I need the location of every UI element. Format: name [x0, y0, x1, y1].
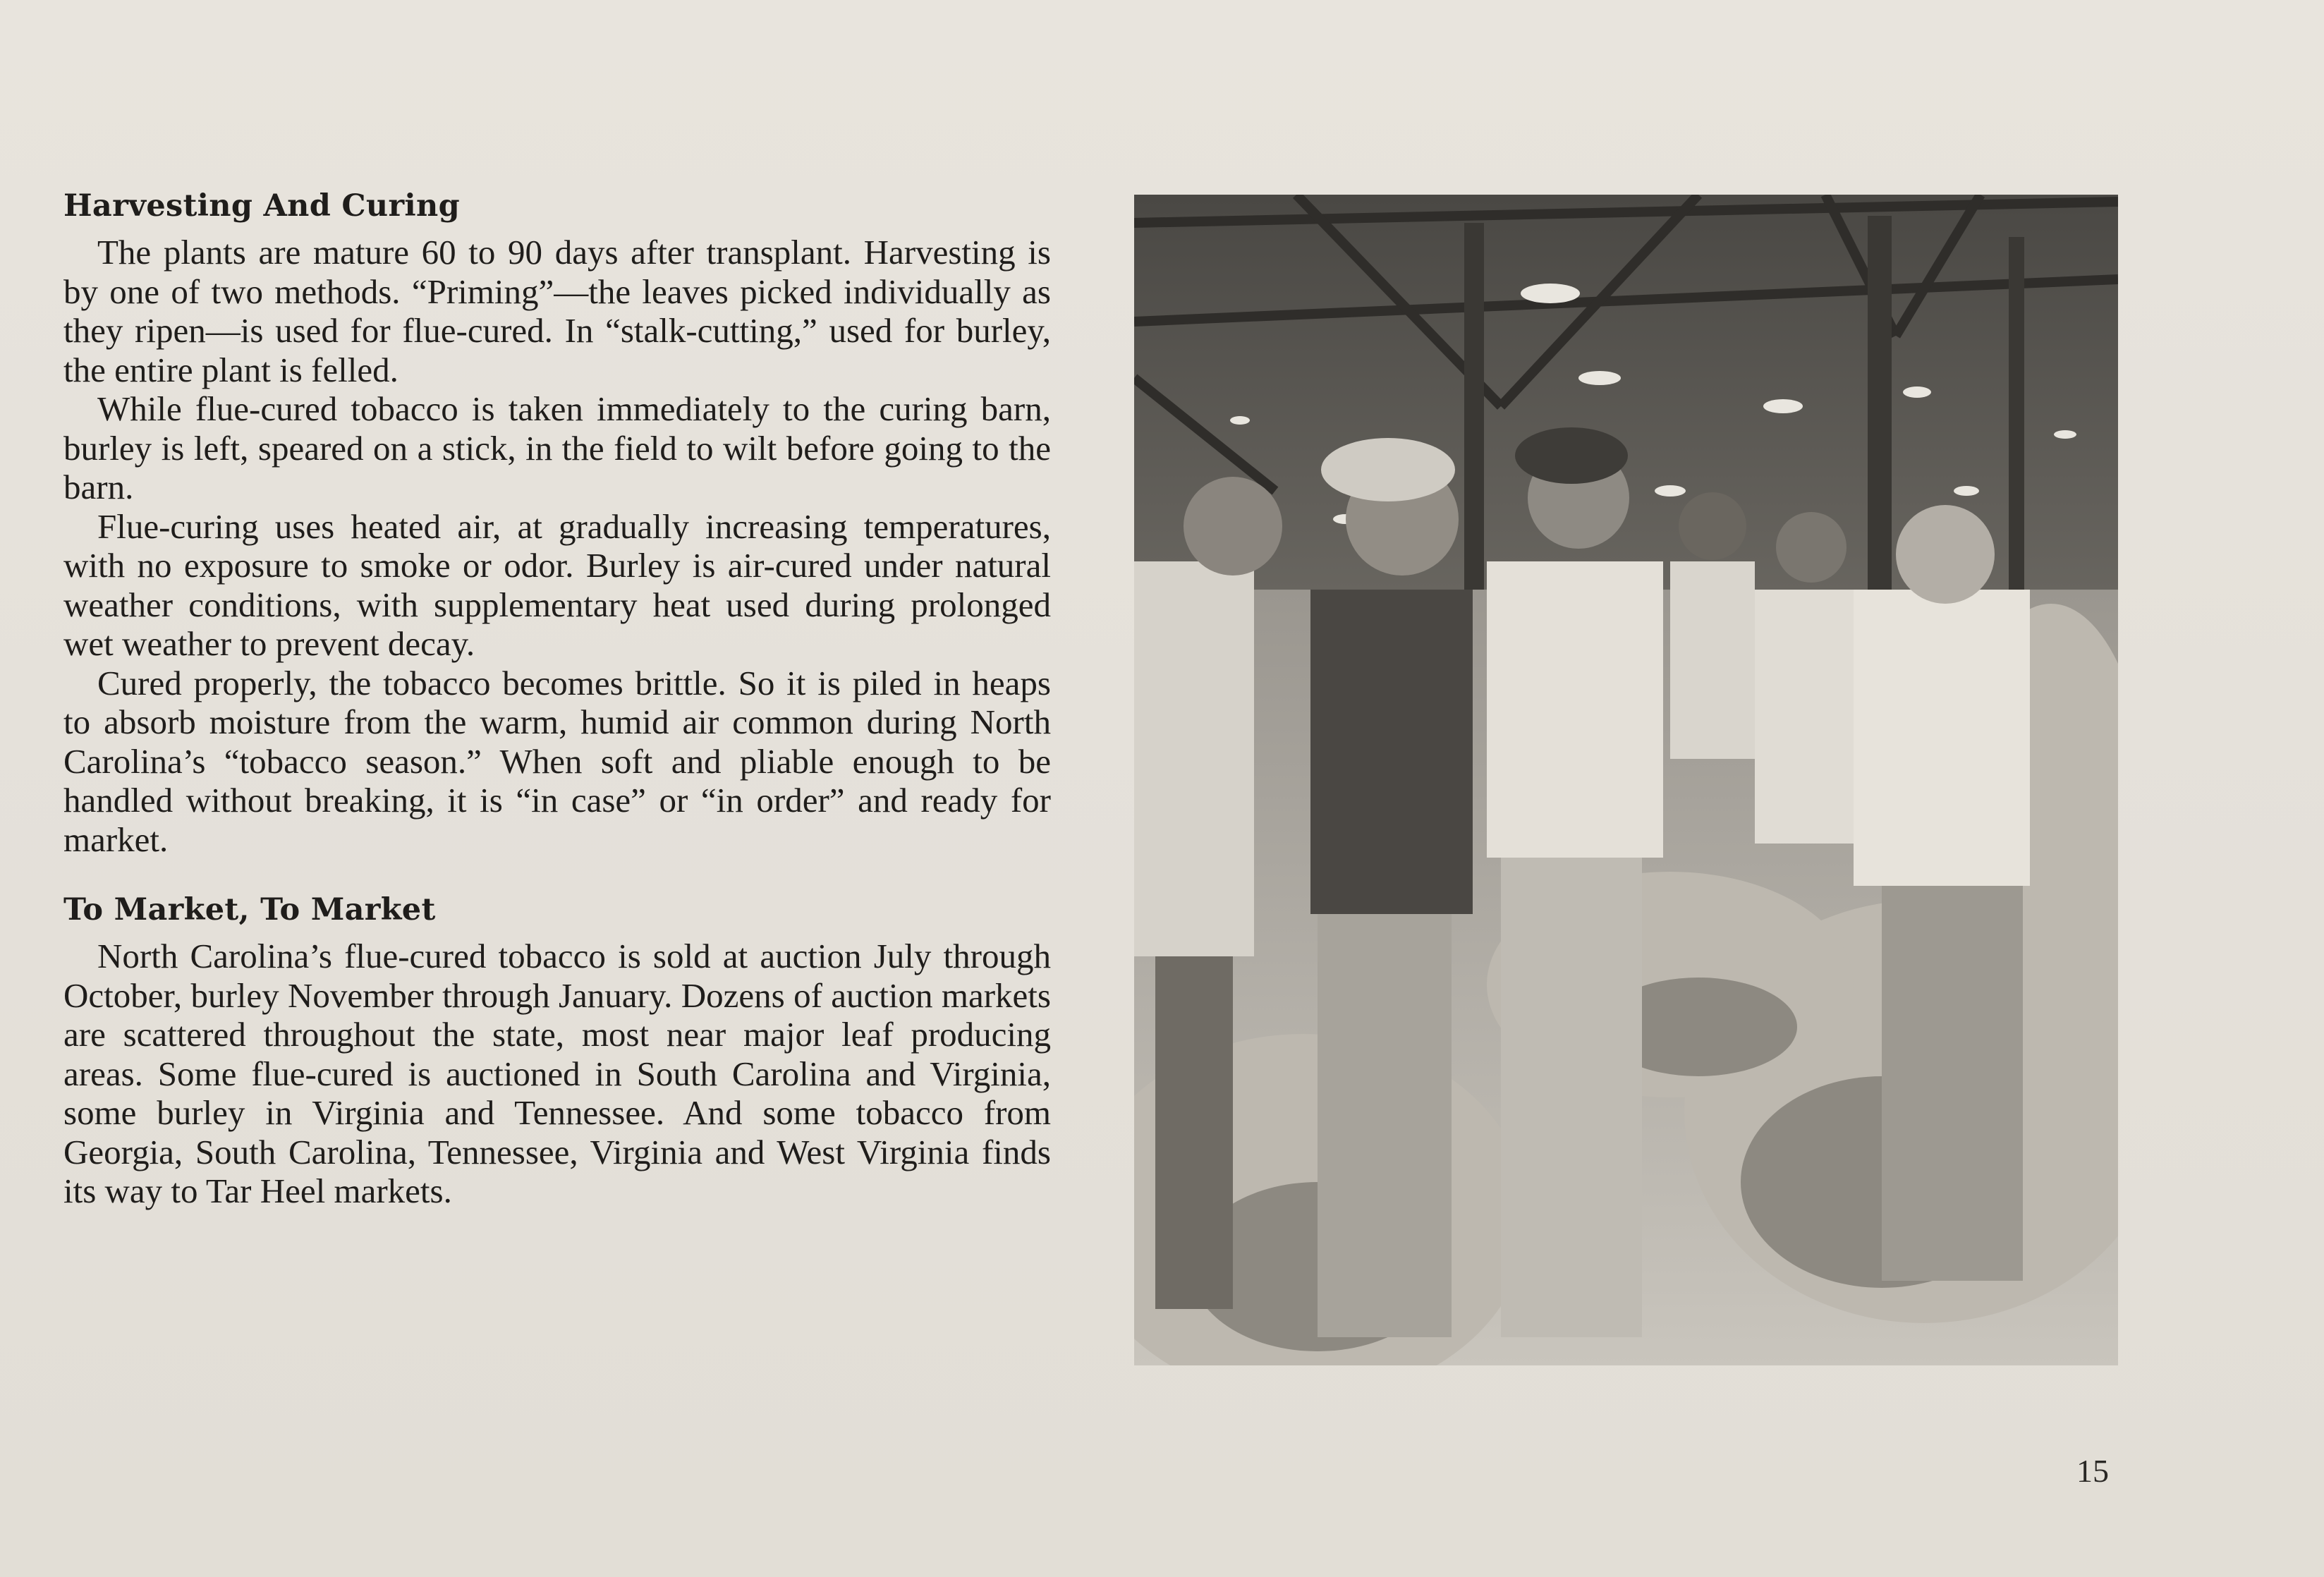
tobacco-auction-photo — [1134, 195, 2118, 1365]
text-column — [63, 185, 1051, 1211]
paragraph: Flue-curing uses heated air, at gradually increasing temperatures, with no exposure to smoke or odor. Burley is air-cured under natural weather conditions, with supplementary heat used during prolonged wet weather to prevent decay. — [63, 506, 1051, 663]
paragraph: The plants are mature 60 to 90 days after transplant. Harvesting is by one of two methods. “Priming”—the leaves picked individually as they ripen—is used for flue-cured. In “stalk-cutting,” used for burley, the entire plant is felled. — [63, 233, 1051, 389]
page-number: 15 — [2076, 1453, 2109, 1489]
paragraph: Cured properly, the tobacco becomes brittle. So it is piled in heaps to absorb moisture from the warm, humid air common during North Carolina’s “tobacco season.” When soft and pliable enough to be handled without breaking, it is “in case” or “in order” and ready for market. — [63, 663, 1051, 859]
section-heading-market: To Market, To Market — [63, 892, 436, 927]
photo-illustration — [1134, 195, 2118, 1365]
paragraph: North Carolina’s flue-cured tobacco is sold at auction July through October, burley November through January. Dozens of auction markets are scattered throughout the state, most near major leaf producing areas. Some flue-cured is auctioned in South Carolina and Virginia, some burley in Virginia and Tennessee. And some tobacco from Georgia, South Carolina, Tennessee, Virginia and West Virginia finds its way to Tar Heel markets. — [63, 937, 1051, 1210]
section-heading-harvesting: Harvesting And Curing — [63, 188, 460, 224]
paragraph: While flue-cured tobacco is taken immediately to the curing barn, burley is left, speared on a stick, in the field to wilt before going to the barn. — [63, 389, 1051, 506]
